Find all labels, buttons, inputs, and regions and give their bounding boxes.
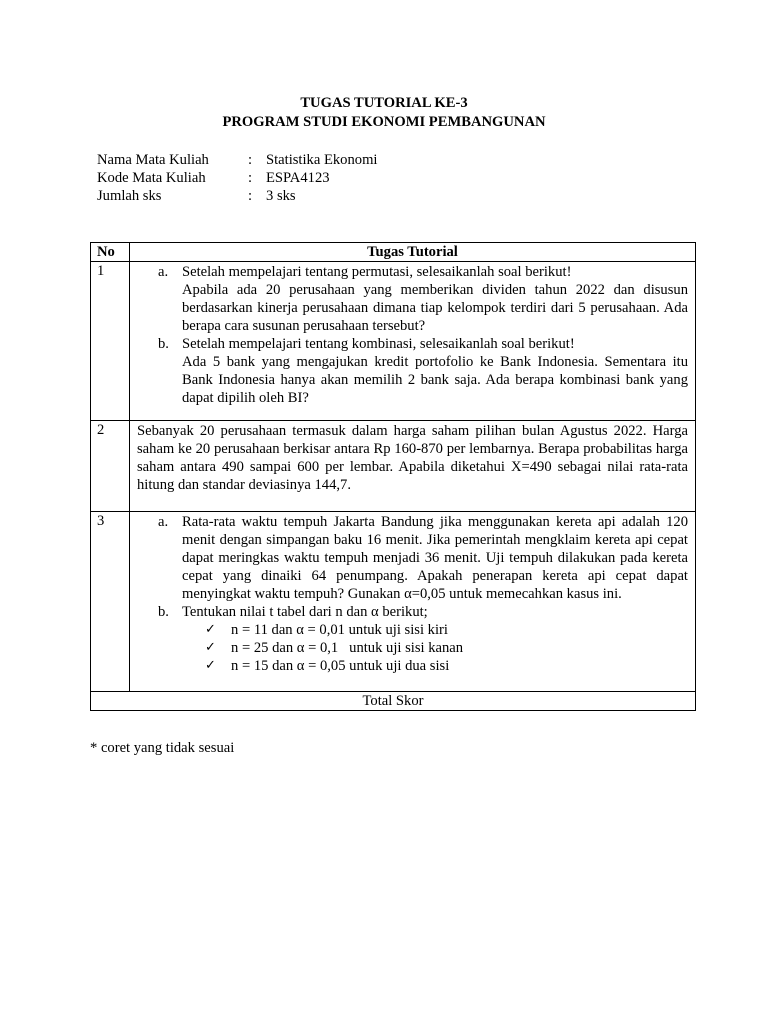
course-name-value: Statistika Ekonomi [266,152,378,168]
row-number: 1 [91,262,130,421]
colon: : [248,170,253,186]
check-item [137,657,688,675]
checkmark-icon: ✓ [205,658,216,673]
checkmark-icon: ✓ [205,640,216,655]
item-marker: a. [158,264,169,280]
program-title: PROGRAM STUDI EKONOMI PEMBANGUNAN [222,114,546,130]
header-task: Tugas Tutorial [130,243,696,262]
credits-label: Jumlah sks [97,188,162,204]
table-header-row [91,243,696,262]
header-no: No [91,243,130,262]
course-name-label: Nama Mata Kuliah [97,152,209,168]
row-number: 2 [91,421,130,512]
list-item [137,513,688,603]
task-cell [130,421,696,512]
task-cell [130,262,696,421]
item-question: Ada 5 bank yang mengajukan kredit portofolio ke Bank Indonesia. Sementara itu Bank Indonesia hanya akan memilih 2 bank saja. Ada berapa kombinasi bank yang dapat dipilih oleh BI? [182,354,688,406]
task-cell [130,512,696,692]
task-table [90,242,696,711]
document-title: TUGAS TUTORIAL KE-3 [300,95,468,111]
item-instruction: Setelah mempelajari tentang kombinasi, selesaikanlah soal berikut! [182,336,575,352]
check-text: n = 11 dan α = 0,01 untuk uji sisi kiri [231,622,448,638]
task-text: Sebanyak 20 perusahaan termasuk dalam harga saham pilihan bulan Agustus 2022. Harga saham ke 20 perusahaan berkisar antara Rp 160-870 per lembarnya. Berapa probabilitas harga saham antara 490 sampai 600 per lembar. Apabila diketahui X=490 sebagai nilai rata-rata hitung dan standar deviasinya 144,7. [137,423,688,493]
item-marker: b. [158,336,169,352]
list-item [137,263,688,335]
course-code-value: ESPA4123 [266,170,330,186]
checkmark-icon: ✓ [205,622,216,637]
list-item [137,335,688,407]
item-marker: a. [158,514,169,530]
footnote: * coret yang tidak sesuai [90,740,235,756]
table-row [91,262,696,421]
check-text: n = 25 dan α = 0,1 untuk uji sisi kanan [231,640,464,656]
item-marker: b. [158,604,169,620]
row-number: 3 [91,512,130,692]
total-row [91,692,696,711]
check-item [137,621,688,639]
total-score-label: Total Skor [91,692,696,711]
item-text: Tentukan nilai t tabel dari n dan α berikut; [182,604,428,620]
credits-value: 3 sks [266,188,296,204]
list-item [137,603,688,621]
item-instruction: Setelah mempelajari tentang permutasi, selesaikanlah soal berikut! [182,264,572,280]
course-code-label: Kode Mata Kuliah [97,170,206,186]
colon: : [248,152,253,168]
check-text: n = 15 dan α = 0,05 untuk uji dua sisi [231,658,450,674]
table-row [91,512,696,692]
table-row [91,421,696,512]
check-item [137,639,688,657]
item-text: Rata-rata waktu tempuh Jakarta Bandung jika menggunakan kereta api adalah 120 menit dengan simpangan baku 16 menit. Jika pemerintah mengklaim kereta api cepat dapat meringkas waktu tempuh menjadi 36 menit. Uji tempuh dilakukan pada kereta cepat yang dinaiki 64 penumpang. Apakah penerapan kereta api cepat dapat menyingkat waktu tempuh? Gunakan α=0,05 untuk memecahkan kasus ini. [182,514,688,602]
colon: : [248,188,253,204]
item-question: Apabila ada 20 perusahaan yang memberikan dividen tahun 2022 dan disusun berdasarkan kinerja perusahaan dimana tiap kelompok terdiri dari 5 perusahaan. Ada berapa cara susunan perusahaan tersebut? [182,282,688,334]
